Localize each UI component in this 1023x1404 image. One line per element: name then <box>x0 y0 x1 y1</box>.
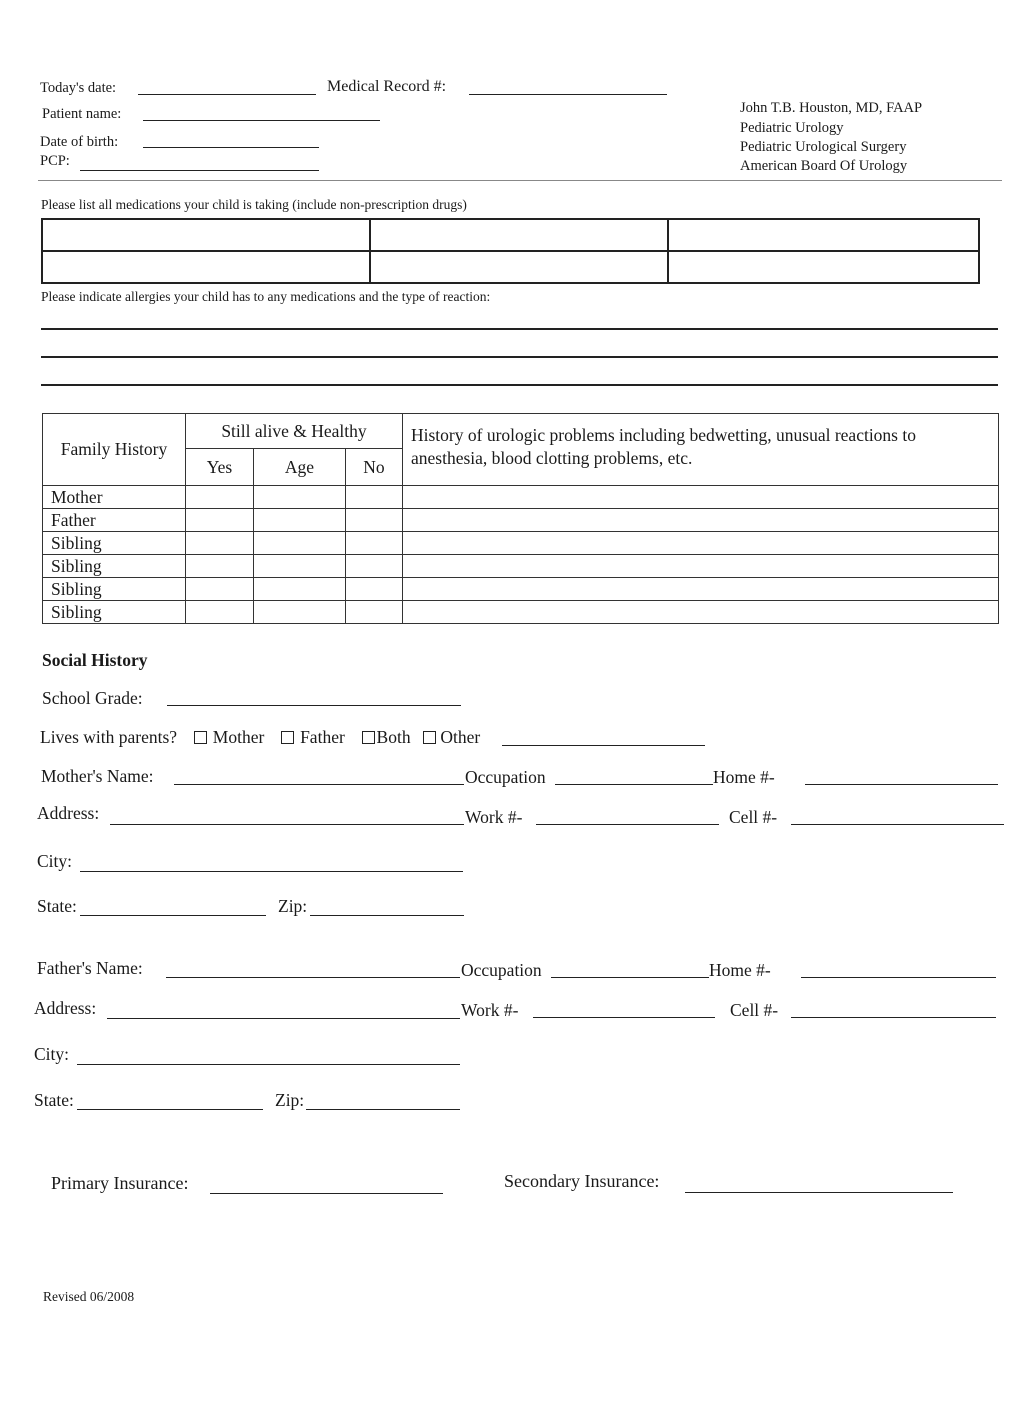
mother-city-label: City: <box>37 851 73 871</box>
father-name-label: Father's Name: <box>37 958 143 978</box>
medication-cell[interactable] <box>370 251 668 283</box>
yes-cell[interactable] <box>186 555 254 578</box>
father-name-field[interactable] <box>166 977 460 978</box>
doctor-name: John T.B. Houston, MD, FAAP <box>740 100 923 116</box>
medication-cell[interactable] <box>668 219 979 251</box>
mother-address-field[interactable] <box>110 824 464 825</box>
doctor-specialty: Pediatric Urology <box>740 120 844 136</box>
mother-work-label: Work #- <box>465 807 523 827</box>
option-both: Both <box>376 727 411 747</box>
mother-cell-field[interactable] <box>791 824 1004 825</box>
mother-home-label: Home #- <box>713 767 775 787</box>
mother-name-label: Mother's Name: <box>41 766 154 786</box>
mother-occupation-label: Occupation <box>465 767 546 787</box>
age-cell[interactable] <box>254 486 346 509</box>
medications-prompt: Please list all medications your child is taking (include non-prescription drugs) <box>41 197 467 212</box>
school-grade-field[interactable] <box>167 705 461 706</box>
primary-insurance-field[interactable] <box>210 1193 443 1194</box>
doctor-surgery: Pediatric Urological Surgery <box>740 139 907 155</box>
allergies-prompt: Please indicate allergies your child has to any medications and the type of reaction: <box>41 289 491 304</box>
school-grade-label: School Grade: <box>42 688 143 708</box>
father-state-label: State: <box>34 1090 74 1110</box>
father-home-label: Home #- <box>709 960 771 980</box>
todays-date-field[interactable] <box>138 94 316 95</box>
dob-field[interactable] <box>143 147 319 148</box>
no-header: No <box>346 449 403 486</box>
medication-cell[interactable] <box>370 219 668 251</box>
mother-zip-label: Zip: <box>278 896 308 916</box>
other-field[interactable] <box>502 745 705 746</box>
header-divider <box>38 180 1002 181</box>
mother-work-field[interactable] <box>536 824 719 825</box>
doctor-board: American Board Of Urology <box>740 158 908 174</box>
medication-cell[interactable] <box>668 251 979 283</box>
relation-label: Sibling <box>43 555 186 578</box>
both-checkbox[interactable] <box>362 731 375 744</box>
relation-label: Sibling <box>43 578 186 601</box>
pcp-field[interactable] <box>80 170 319 171</box>
relation-label: Father <box>43 509 186 532</box>
father-work-field[interactable] <box>533 1017 715 1018</box>
mother-zip-field[interactable] <box>310 915 464 916</box>
secondary-insurance-label: Secondary Insurance: <box>504 1171 660 1191</box>
no-cell[interactable] <box>346 486 403 509</box>
no-cell[interactable] <box>346 532 403 555</box>
todays-date-label: Today's date: <box>40 80 117 96</box>
yes-cell[interactable] <box>186 578 254 601</box>
father-zip-field[interactable] <box>306 1109 460 1110</box>
patient-name-label: Patient name: <box>42 106 122 122</box>
father-work-label: Work #- <box>461 1000 519 1020</box>
no-cell[interactable] <box>346 601 403 624</box>
age-header: Age <box>254 449 346 486</box>
history-header: History of urologic problems including bedwetting, unusual reactions to anesthesia, blood clotting problems, etc. <box>403 414 999 486</box>
yes-cell[interactable] <box>186 486 254 509</box>
mother-cell-label: Cell #- <box>729 807 778 827</box>
medical-record-label: Medical Record #: <box>327 78 447 95</box>
father-cell-label: Cell #- <box>730 1000 779 1020</box>
father-address-field[interactable] <box>107 1018 460 1019</box>
medical-record-field[interactable] <box>469 94 667 95</box>
relation-label: Mother <box>43 486 186 509</box>
medications-table <box>41 218 980 284</box>
age-cell[interactable] <box>254 578 346 601</box>
no-cell[interactable] <box>346 555 403 578</box>
age-cell[interactable] <box>254 601 346 624</box>
other-checkbox[interactable] <box>423 731 436 744</box>
option-other: Other <box>440 727 481 747</box>
allergies-line-2[interactable] <box>41 356 998 358</box>
father-address-label: Address: <box>34 998 97 1018</box>
father-city-field[interactable] <box>77 1064 460 1065</box>
history-cell[interactable] <box>403 532 999 555</box>
age-cell[interactable] <box>254 532 346 555</box>
father-zip-label: Zip: <box>275 1090 305 1110</box>
allergies-line-3[interactable] <box>41 384 998 386</box>
mother-address-label: Address: <box>37 803 100 823</box>
still-alive-header: Still alive & Healthy <box>186 414 403 449</box>
mother-occupation-field[interactable] <box>555 784 713 785</box>
father-state-field[interactable] <box>77 1109 263 1110</box>
father-city-label: City: <box>34 1044 70 1064</box>
yes-cell[interactable] <box>186 601 254 624</box>
mother-state-label: State: <box>37 896 77 916</box>
option-mother: Mother <box>212 727 265 747</box>
option-father: Father <box>300 727 345 747</box>
medication-cell[interactable] <box>42 251 370 283</box>
family-history-table <box>42 413 999 624</box>
no-cell[interactable] <box>346 509 403 532</box>
mother-city-field[interactable] <box>80 871 463 872</box>
mother-state-field[interactable] <box>80 915 266 916</box>
secondary-insurance-field[interactable] <box>685 1192 953 1193</box>
father-checkbox[interactable] <box>281 731 294 744</box>
history-cell[interactable] <box>403 601 999 624</box>
history-cell[interactable] <box>403 509 999 532</box>
medication-cell[interactable] <box>42 219 370 251</box>
age-cell[interactable] <box>254 509 346 532</box>
dob-label: Date of birth: <box>40 134 119 150</box>
patient-name-field[interactable] <box>143 120 380 121</box>
yes-header: Yes <box>186 449 254 486</box>
mother-checkbox[interactable] <box>194 731 207 744</box>
age-cell[interactable] <box>254 555 346 578</box>
father-occupation-field[interactable] <box>551 977 709 978</box>
yes-cell[interactable] <box>186 532 254 555</box>
primary-insurance-label: Primary Insurance: <box>51 1173 189 1193</box>
mother-name-field[interactable] <box>174 784 464 785</box>
relation-label: Sibling <box>43 532 186 555</box>
history-cell[interactable] <box>403 578 999 601</box>
lives-with-label: Lives with parents? <box>40 727 178 747</box>
history-cell[interactable] <box>403 555 999 578</box>
family-history-title: Family History <box>43 414 186 486</box>
social-history-title: Social History <box>42 650 148 670</box>
yes-cell[interactable] <box>186 509 254 532</box>
relation-label: Sibling <box>43 601 186 624</box>
history-cell[interactable] <box>403 486 999 509</box>
father-home-field[interactable] <box>801 977 996 978</box>
pcp-label: PCP: <box>40 153 70 169</box>
father-cell-field[interactable] <box>791 1017 996 1018</box>
no-cell[interactable] <box>346 578 403 601</box>
allergies-line-1[interactable] <box>41 328 998 330</box>
revised-date: Revised 06/2008 <box>43 1289 135 1304</box>
lives-with-row <box>40 727 480 748</box>
father-occupation-label: Occupation <box>461 960 542 980</box>
mother-home-field[interactable] <box>805 784 998 785</box>
